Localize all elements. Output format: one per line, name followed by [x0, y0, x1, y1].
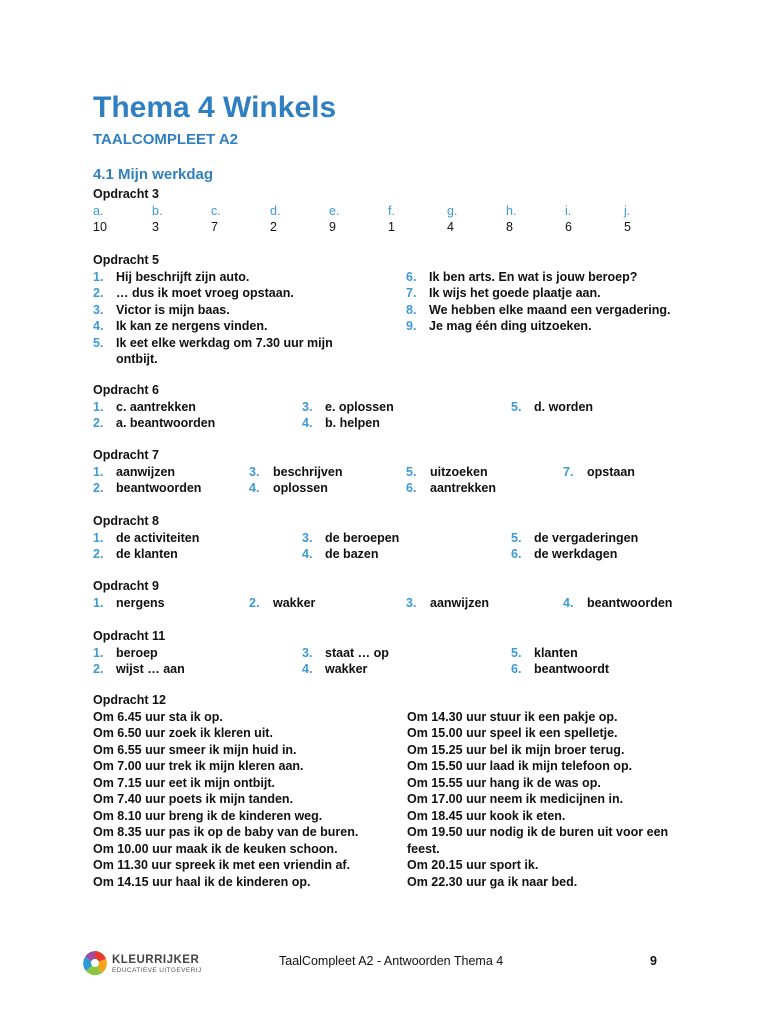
list-row	[93, 530, 693, 547]
publisher-logo	[82, 950, 212, 978]
item-number: 2.	[93, 547, 104, 561]
schedule-row	[93, 874, 693, 891]
item-number: 9.	[406, 319, 417, 333]
item-text: Je mag één ding uitzoeken.	[429, 319, 592, 333]
item-number: 4.	[302, 547, 313, 561]
item-text: wakker	[325, 662, 368, 676]
letter: e.	[329, 203, 340, 218]
opdracht-8-heading: Opdracht 8	[93, 514, 159, 528]
item-number: 1.	[93, 530, 104, 545]
item-text: opstaan	[587, 464, 635, 479]
letter: i.	[565, 203, 572, 218]
item-number: 2.	[93, 286, 104, 300]
schedule-item: feest.	[407, 841, 440, 856]
item-text: wijst … aan	[116, 662, 185, 676]
item-text: We hebben elke maand een vergadering.	[429, 302, 671, 317]
item-number: 5.	[93, 335, 104, 350]
item-text: beschrijven	[273, 464, 343, 479]
item-number: 3.	[249, 464, 260, 479]
item-number: 7.	[406, 286, 417, 300]
item-number: 1.	[93, 269, 104, 284]
item-text: klanten	[534, 645, 578, 660]
opdracht-11-heading: Opdracht 11	[93, 629, 166, 643]
item-number: 4.	[302, 662, 313, 676]
letter: j.	[624, 203, 631, 218]
page-number: 9	[650, 954, 657, 968]
value: 6	[565, 220, 572, 234]
item-number: 6.	[511, 547, 522, 561]
opdracht-12-heading: Opdracht 12	[93, 693, 166, 707]
value: 2	[270, 220, 277, 234]
letter: d.	[270, 203, 281, 218]
item-text: … dus ik moet vroeg opstaan.	[116, 286, 294, 300]
value: 5	[624, 220, 631, 234]
schedule-item: Om 7.00 uur trek ik mijn kleren aan.	[93, 759, 304, 773]
item-number: 5.	[511, 645, 522, 660]
opdracht-9-heading: Opdracht 9	[93, 579, 159, 593]
schedule-item: Om 7.15 uur eet ik mijn ontbijt.	[93, 775, 275, 790]
letter: h.	[506, 203, 517, 218]
item-text: de beroepen	[325, 530, 400, 545]
item-text: aantrekken	[430, 481, 497, 495]
schedule-row	[93, 824, 693, 841]
letter: g.	[447, 203, 458, 218]
page-title: Thema 4 Winkels	[93, 91, 337, 124]
item-number: 5.	[511, 399, 522, 414]
schedule-item: Om 11.30 uur spreek ik met een vriendin af.	[93, 858, 351, 872]
letter: c.	[211, 203, 221, 218]
list-row	[93, 415, 693, 432]
item-number: 4.	[249, 481, 260, 495]
list-item	[93, 269, 693, 286]
opdracht-3-letters	[93, 203, 653, 220]
letter: b.	[152, 203, 163, 218]
schedule-row	[93, 775, 693, 792]
logo-tagline: EDUCATIEVE UITGEVERIJ	[112, 967, 202, 974]
item-text: aanwijzen	[430, 595, 490, 610]
item-text: staat … op	[325, 645, 389, 660]
item-number: 4.	[302, 416, 313, 430]
item-number: 3.	[302, 645, 313, 660]
value: 10	[93, 220, 107, 234]
item-number: 2.	[249, 595, 260, 610]
item-text: beantwoordt	[534, 662, 609, 676]
item-text: e. oplossen	[325, 399, 394, 414]
list-row	[93, 661, 693, 678]
item-number: 1.	[93, 595, 104, 610]
value: 3	[152, 220, 159, 234]
item-text: de vergaderingen	[534, 530, 639, 545]
item-text: a. beantwoorden	[116, 416, 216, 430]
item-text: wakker	[273, 595, 316, 610]
item-number: 7.	[563, 464, 574, 479]
item-text: de werkdagen	[534, 547, 618, 561]
item-text: de activiteiten	[116, 530, 200, 545]
list-row	[93, 480, 693, 497]
item-text: aanwijzen	[116, 464, 176, 479]
value: 1	[388, 220, 395, 234]
opdracht-8	[93, 513, 693, 563]
logo-wordmark: KLEURRIJKER	[112, 954, 200, 966]
value: 8	[506, 220, 513, 234]
item-number: 8.	[406, 302, 417, 317]
list-row	[93, 595, 693, 612]
item-text: beantwoorden	[587, 595, 673, 610]
item-number: 6.	[406, 481, 417, 495]
item-number: 2.	[93, 662, 104, 676]
item-number: 6.	[511, 662, 522, 676]
opdracht-7	[93, 447, 693, 497]
schedule-item: Om 18.45 uur kook ik eten.	[407, 808, 566, 823]
schedule-item: Om 14.30 uur stuur ik een pakje op.	[407, 709, 618, 724]
schedule-item: Om 6.55 uur smeer ik mijn huid in.	[93, 742, 297, 757]
schedule-item: Om 7.40 uur poets ik mijn tanden.	[93, 792, 294, 806]
schedule-item: Om 15.00 uur speel ik een spelletje.	[407, 726, 618, 740]
item-text: oplossen	[273, 481, 328, 495]
item-number: 2.	[93, 481, 104, 495]
item-text: de bazen	[325, 547, 379, 561]
schedule-item: Om 15.50 uur laad ik mijn telefoon op.	[407, 759, 633, 773]
schedule-row	[93, 841, 693, 858]
item-text: Ik ben arts. En wat is jouw beroep?	[429, 269, 638, 284]
item-number: 1.	[93, 645, 104, 660]
list-row	[93, 546, 693, 563]
opdracht-9	[93, 578, 693, 611]
opdracht-3	[93, 186, 653, 236]
item-number: 3.	[302, 399, 313, 414]
value: 7	[211, 220, 218, 234]
list-row	[93, 399, 693, 416]
schedule-item: Om 6.45 uur sta ik op.	[93, 709, 223, 724]
opdracht-6	[93, 382, 693, 432]
schedule-row	[93, 808, 693, 825]
item-text: d. worden	[534, 399, 594, 414]
footer-text: TaalCompleet A2 - Antwoorden Thema 4	[279, 954, 504, 968]
item-number: 3.	[302, 530, 313, 545]
schedule-row	[93, 709, 693, 726]
item-text: de klanten	[116, 547, 178, 561]
item-text: c. aantrekken	[116, 399, 196, 414]
section-heading: 4.1 Mijn werkdag	[93, 166, 214, 183]
item-text: b. helpen	[325, 416, 380, 430]
schedule-item: Om 8.10 uur breng ik de kinderen weg.	[93, 808, 323, 823]
letter: a.	[93, 203, 104, 218]
item-text: Ik kan ze nergens vinden.	[116, 319, 268, 333]
item-text: Ik eet elke werkdag om 7.30 uur mijn	[116, 335, 333, 350]
list-item	[93, 318, 693, 335]
schedule-row	[93, 857, 693, 874]
opdracht-5	[93, 252, 693, 368]
list-item	[93, 302, 693, 319]
item-number: 6.	[406, 269, 417, 284]
item-number: 4.	[93, 319, 104, 333]
schedule-item: Om 8.35 uur pas ik op de baby van de buren.	[93, 825, 359, 839]
value: 9	[329, 220, 336, 234]
list-item	[93, 285, 693, 302]
item-number: 5.	[406, 464, 417, 479]
schedule-item: Om 15.25 uur bel ik mijn broer terug.	[407, 742, 625, 757]
list-row	[93, 464, 693, 481]
item-text: uitzoeken	[430, 464, 488, 479]
opdracht-12	[93, 692, 693, 890]
kleurrijker-logo-icon	[82, 950, 108, 976]
schedule-item: Om 22.30 uur ga ik naar bed.	[407, 874, 578, 889]
list-item-continuation	[93, 351, 693, 368]
opdracht-3-values	[93, 219, 653, 236]
opdracht-5-heading: Opdracht 5	[93, 253, 159, 267]
schedule-item: Om 20.15 uur sport ik.	[407, 858, 539, 872]
opdracht-6-heading: Opdracht 6	[93, 383, 159, 397]
item-text: beroep	[116, 645, 158, 660]
schedule-row	[93, 725, 693, 742]
schedule-row	[93, 758, 693, 775]
schedule-item: Om 15.55 uur hang ik de was op.	[407, 775, 601, 790]
schedule-row	[93, 791, 693, 808]
value: 4	[447, 220, 454, 234]
item-text: nergens	[116, 595, 165, 610]
item-text: Victor is mijn baas.	[116, 302, 230, 317]
schedule-item: Om 17.00 uur neem ik medicijnen in.	[407, 792, 624, 806]
item-text: ontbijt.	[116, 352, 158, 366]
schedule-row	[93, 742, 693, 759]
opdracht-11	[93, 628, 693, 678]
item-number: 2.	[93, 416, 104, 430]
page-subtitle: TAALCOMPLEET A2	[93, 131, 238, 148]
item-number: 3.	[406, 595, 417, 610]
letter: f.	[388, 203, 395, 218]
list-row	[93, 645, 693, 662]
item-text: beantwoorden	[116, 481, 202, 495]
item-number: 1.	[93, 464, 104, 479]
item-text: Hij beschrijft zijn auto.	[116, 269, 250, 284]
list-item	[93, 335, 693, 352]
schedule-item: Om 14.15 uur haal ik de kinderen op.	[93, 874, 311, 889]
opdracht-3-heading: Opdracht 3	[93, 187, 159, 201]
item-number: 3.	[93, 302, 104, 317]
item-number: 1.	[93, 399, 104, 414]
schedule-item: Om 10.00 uur maak ik de keuken schoon.	[93, 841, 338, 856]
item-number: 5.	[511, 530, 522, 545]
item-text: Ik wijs het goede plaatje aan.	[429, 286, 601, 300]
opdracht-7-heading: Opdracht 7	[93, 448, 159, 462]
item-number: 4.	[563, 595, 574, 610]
schedule-item: Om 6.50 uur zoek ik kleren uit.	[93, 726, 273, 740]
schedule-item: Om 19.50 uur nodig ik de buren uit voor een	[407, 825, 669, 839]
